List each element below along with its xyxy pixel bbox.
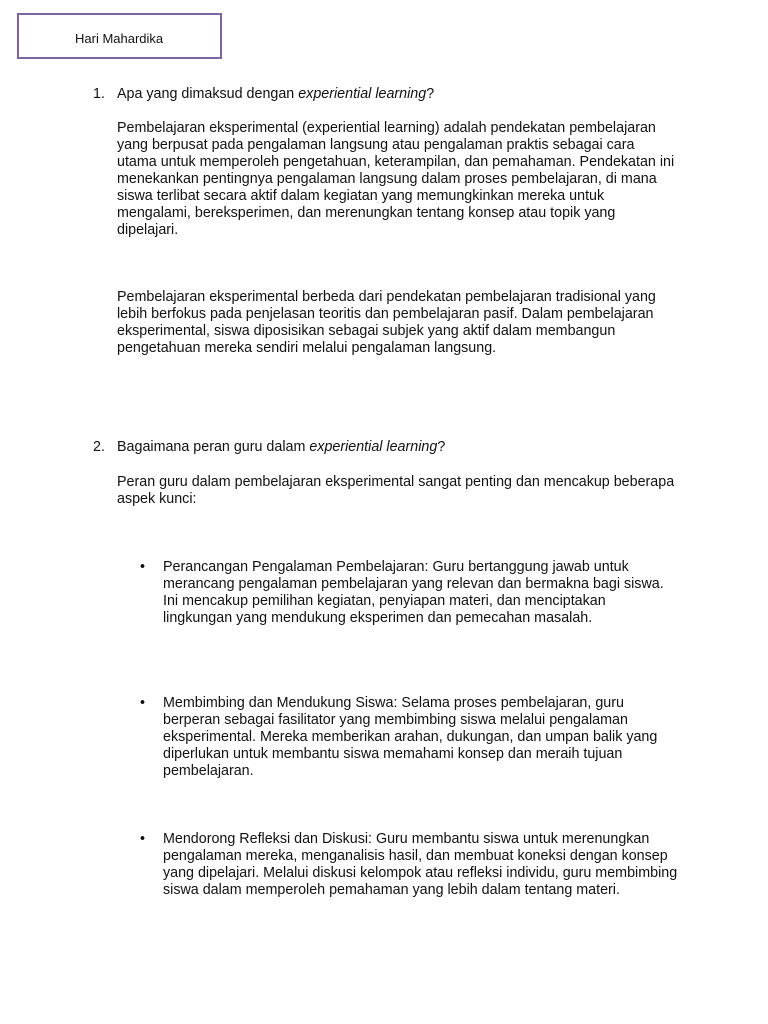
author-name: Hari Mahardika bbox=[75, 31, 164, 46]
bullet-text: Perancangan Pengalaman Pembelajaran: Guru bertanggung jawab untuk merancang pengalaman pembelajaran yang relevan dan bermakna bagi siswa. Ini mencakup pemilihan kegiatan, penyiapan materi, dan menciptakan lingkungan yang mendukung eksperimen dan pemecahan masalah. bbox=[163, 559, 664, 626]
bullet-text: Membimbing dan Mendukung Siswa: Selama proses pembelajaran, guru berperan sebagai fasilitator yang membimbing siswa melalui pengalaman eksperimental. Mereka memberikan arahan, dukungan, dan umpan balik yang diperlukan untuk membantu siswa memahami konsep dan meraih tujuan pembelajaran. bbox=[163, 695, 658, 779]
question-2-text: Bagaimana peran guru dalam experiential learning? bbox=[117, 439, 446, 455]
bullet-icon: • bbox=[140, 831, 146, 847]
answer-1-paragraph-2: Pembelajaran eksperimental berbeda dari pendekatan pembelajaran tradisional yang lebih berfokus pada penjelasan teoritis dan pembelajaran pasif. Dalam pembelajaran eksperimental, siswa diposisikan sebagai subjek yang aktif dalam membangun pengetahuan mereka sendiri melalui pengalaman langsung. bbox=[117, 289, 656, 356]
question-1-number: 1. bbox=[93, 86, 105, 102]
bullet-icon: • bbox=[140, 695, 146, 711]
question-1-text: Apa yang dimaksud dengan experiential learning? bbox=[117, 86, 435, 102]
bullet-text: Mendorong Refleksi dan Diskusi: Guru membantu siswa untuk merenungkan pengalaman mereka, menganalisis hasil, dan membuat koneksi dengan konsep yang dipelajari. Melalui diskusi kelompok atau refleksi individu, guru membimbing siswa dalam memperoleh pemahaman yang lebih dalam tentang materi. bbox=[163, 831, 678, 898]
bullet-icon: • bbox=[140, 559, 146, 575]
question-2-number: 2. bbox=[93, 439, 105, 455]
author-name-box bbox=[17, 13, 222, 59]
answer-1-paragraph-1: Pembelajaran eksperimental (experiential learning) adalah pendekatan pembelajaran yang berpusat pada pengalaman langsung atau pengalaman praktis sebagai cara utama untuk memperoleh pengetahuan, keterampilan, dan pemahaman. Pendekatan ini menekankan pentingnya pengalaman langsung dalam proses pembelajaran, di mana siswa terlibat secara aktif dalam kegiatan yang memungkinkan mereka untuk mengalami, bereksperimen, dan merenungkan tentang konsep atau topik yang dipelajari. bbox=[117, 120, 675, 238]
answer-2-intro: Peran guru dalam pembelajaran eksperimental sangat penting dan mencakup beberapa aspek kunci: bbox=[117, 474, 675, 507]
